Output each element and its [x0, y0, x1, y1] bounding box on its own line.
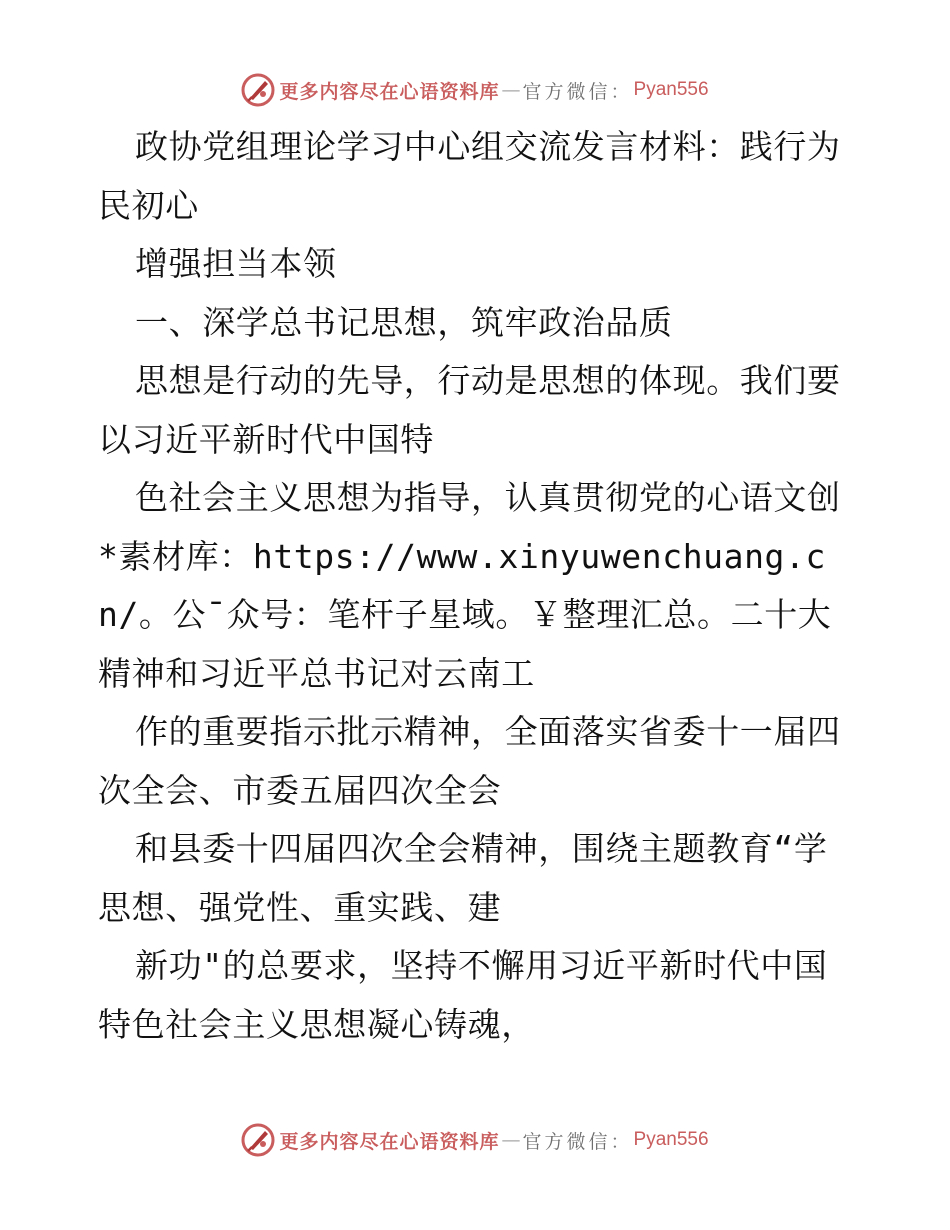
footer-separator: ：	[610, 1130, 630, 1153]
header-banner	[0, 70, 950, 110]
footer-dash: —	[501, 1129, 521, 1151]
header-dash: —	[501, 79, 521, 101]
quill-logo-icon	[241, 73, 275, 107]
footer-banner	[0, 1120, 950, 1160]
paragraph: 和县委十四届四次全会精神，围绕主题教育“学思想、强党性、重实践、建	[98, 829, 828, 927]
paragraph-subtitle: 增强担当本领	[135, 244, 337, 283]
header-wechat-label: 官方微信	[522, 80, 611, 103]
header-separator: ：	[610, 80, 630, 103]
paragraph: 作的重要指示批示精神，全面落实省委十一届四次全会、市委五届四次全会	[98, 712, 841, 810]
footer-account: Pyan556	[633, 1129, 709, 1150]
document-body	[98, 118, 858, 1054]
header-brand-text: 更多内容尽在心语资料库	[279, 80, 500, 103]
footer-wechat-label: 官方微信	[522, 1130, 611, 1153]
paragraph: 思想是行动的先导，行动是思想的体现。我们要以习近平新时代中国特	[98, 361, 841, 459]
paragraph: 新功"的总要求，坚持不懈用习近平新时代中国特色社会主义思想凝心铸魂，	[98, 946, 828, 1044]
quill-logo-icon	[241, 1123, 275, 1157]
paragraph-heading-1: 一、深学总书记思想，筑牢政治品质	[135, 302, 673, 342]
footer-brand-text: 更多内容尽在心语资料库	[279, 1130, 500, 1153]
header-account: Pyan556	[633, 79, 709, 100]
paragraph: 色社会主义思想为指导，认真贯彻党的心语文创*素材库：https://www.xinyuwenchuang.cn/。公¯众号：笔杆子星域。￥整理汇总。二十大精神和习近平总书记对云南工	[98, 478, 841, 693]
paragraph-title: 政协党组理论学习中心组交流发言材料：践行为民初心	[98, 127, 841, 225]
